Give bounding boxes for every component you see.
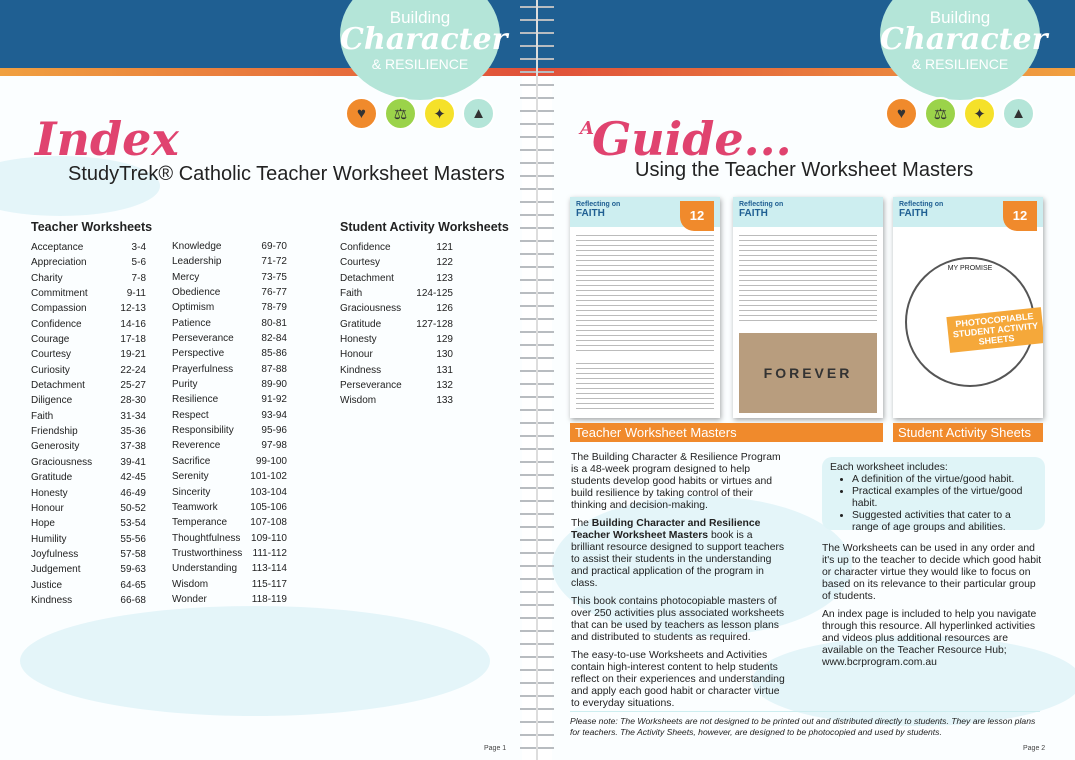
entry-name: Commitment [31,288,88,300]
index-entry[interactable] [172,362,287,377]
index-entry[interactable] [340,301,453,316]
guide-title: Guide... [592,112,792,166]
entry-pages: 78-79 [261,302,287,314]
page-number: Page 1 [484,745,507,752]
entry-pages: 25-27 [120,380,146,392]
entry-pages: 97-98 [261,440,287,452]
entry-name: Optimism [172,302,215,314]
index-entry[interactable] [172,300,287,315]
student-sheets-label: Student Activity Sheets [893,423,1043,442]
index-entry[interactable] [31,363,146,378]
index-entry[interactable] [31,409,146,424]
mountain-icon: ▲ [1002,97,1035,130]
index-entry[interactable] [31,578,146,593]
teacher-heading: Teacher Worksheets [31,220,153,234]
entry-name: Understanding [172,563,238,575]
entry-name: Leadership [172,256,222,268]
worksheet-thumbnail: Reflecting on FAITH FOREVER [733,197,883,418]
entry-name: Kindness [31,594,73,606]
index-entry[interactable] [340,347,453,362]
scales-icon: ⚖ [384,97,417,130]
index-entry[interactable] [172,346,287,361]
entry-name: Honesty [340,334,377,346]
index-entry[interactable] [31,486,146,501]
index-entry[interactable] [31,332,146,347]
index-entry[interactable] [31,593,146,608]
entry-name: Obedience [172,287,221,299]
index-entry[interactable] [31,286,146,301]
entry-name: Prayerfulness [172,363,234,375]
index-entry[interactable] [31,547,146,562]
index-entry[interactable] [172,285,287,300]
index-entry[interactable] [31,532,146,547]
entry-name: Judgement [31,564,81,576]
entry-pages: 59-63 [120,564,146,576]
entry-pages: 46-49 [120,487,146,499]
index-entry[interactable] [172,239,287,254]
entry-pages: 91-92 [261,394,287,406]
entry-pages: 118-119 [251,593,287,605]
entry-name: Confidence [340,242,391,253]
entry-pages: 131 [436,364,453,376]
index-entry[interactable] [340,332,453,347]
index-entry[interactable] [31,562,146,577]
entry-name: Resilience [172,394,219,406]
entry-pages: 31-34 [120,410,146,422]
entry-pages: 53-54 [120,518,146,530]
teacher-list-col1 [31,220,153,608]
entry-pages: 103-104 [250,486,287,498]
entry-name: Hope [31,518,55,530]
index-entry[interactable] [31,501,146,516]
entry-pages: 19-21 [120,349,146,361]
index-entry[interactable] [31,271,146,286]
index-entry[interactable] [172,423,287,438]
index-entry[interactable] [172,561,287,576]
logo: Building Character & RESILIENCE [880,0,1040,100]
entry-pages: 111-112 [252,547,287,559]
index-entry[interactable] [31,255,146,270]
virtue-icons [885,97,1035,130]
entry-pages: 17-18 [120,334,146,346]
entry-name: Faith [340,288,363,300]
worksheet-thumbnail: Reflecting on FAITH 12 [570,197,720,418]
intro-text: The Building Character & Resilience Program is a 48-week program designed to help students develop good habits or virtues and build resilience by taking control of their thinking and decision-making. The Building Character and Resilience Teacher Worksheet Masters book is a brilliant resource designed to support teachers to assist their students in the understanding and practical application of the program in class. This book contains photocopiable masters of over 250 activities plus associated worksheets that can be used by teachers as lesson plans and distributed to students as required. The easy-to-use Worksheets and Activities contain high-interest content to help students reflect on their experiences and understanding and apply each good habit or character virtue to everyday situations. [571,452,785,709]
virtue-icons [345,97,495,130]
entry-name: Purity [172,379,198,391]
entry-pages: 39-41 [120,456,146,468]
index-entry[interactable] [172,531,287,546]
entry-name: Perspective [172,348,225,360]
entry-name: Compassion [31,303,87,315]
entry-name: Trustworthiness [172,547,243,559]
entry-name: Courtesy [340,257,381,269]
entry-name: Sincerity [172,486,211,498]
index-entry[interactable] [172,577,287,592]
index-entry[interactable] [31,347,146,362]
index-entry[interactable] [340,393,453,408]
entry-pages: 50-52 [120,502,146,514]
entry-name: Responsibility [172,425,234,437]
entry-pages: 57-58 [120,548,146,560]
page-number: Page 2 [1023,745,1046,752]
entry-name: Graciousness [31,456,93,468]
entry-name: Detachment [340,272,394,284]
index-entry[interactable] [172,408,287,423]
entry-pages: 3-4 [131,242,146,253]
entry-pages: 133 [436,395,453,407]
entry-name: Teamwork [172,501,218,513]
entry-name: Perseverance [340,380,402,392]
index-entry[interactable] [31,393,146,408]
index-entry[interactable] [172,500,287,515]
entry-name: Mercy [172,271,200,283]
entry-name: Justice [31,579,63,591]
index-entry[interactable] [172,438,287,453]
forever-image: FOREVER [739,333,877,413]
entry-name: Wisdom [172,578,209,590]
index-entry[interactable] [31,439,146,454]
index-entry[interactable] [172,515,287,530]
index-entry[interactable] [31,378,146,393]
entry-pages: 115-117 [251,578,287,590]
entry-pages: 95-96 [261,425,287,437]
index-entry[interactable] [172,592,287,607]
index-entry[interactable] [172,254,287,269]
entry-pages: 5-6 [131,257,146,269]
entry-pages: 9-11 [126,288,146,300]
spiral-binding [520,0,554,760]
entry-name: Joyfulness [31,548,79,560]
index-entry[interactable] [340,286,453,301]
index-entry[interactable] [172,469,287,484]
index-entry[interactable] [31,301,146,316]
index-entry[interactable] [340,271,453,286]
index-entry[interactable] [340,378,453,393]
index-entry[interactable] [31,424,146,439]
entry-name: Perseverance [172,333,234,345]
index-entry[interactable] [340,255,453,270]
index-entry[interactable] [31,455,146,470]
entry-pages: 80-81 [261,317,287,329]
entry-pages: 99-100 [255,455,287,467]
entry-pages: 93-94 [261,409,287,421]
entry-pages: 132 [436,380,453,392]
entry-name: Courage [31,334,70,346]
entry-name: Wisdom [340,395,377,407]
entry-pages: 71-72 [261,256,287,268]
entry-pages: 35-36 [120,426,146,438]
entry-name: Temperance [172,517,228,529]
entry-name: Honesty [31,487,68,499]
entry-pages: 28-30 [120,395,146,407]
includes-box: Each worksheet includes: • A definition of the virtue/good habit. • Practical examples of the virtue/good habit. • Suggested activities that cater to a range of age groups and abilities. [822,457,1045,530]
entry-pages: 127-128 [416,318,453,330]
entry-name: Wonder [172,593,207,605]
entry-pages: 14-16 [120,318,146,330]
heart-hand-icon: ♥ [885,97,918,130]
entry-name: Charity [31,272,63,284]
entry-name: Honour [340,349,373,361]
entry-name: Gratitude [340,318,382,330]
entry-pages: 124-125 [416,288,453,300]
entry-name: Kindness [340,364,382,376]
entry-pages: 87-88 [261,363,287,375]
activity-sheet-thumbnail: Reflecting on FAITH 12 MY PROMISE PHOTOCOPIABLE STUDENT ACTIVITY SHEETS [893,197,1043,418]
scales-icon: ⚖ [924,97,957,130]
mountain-icon: ▲ [462,97,495,130]
figure-icon: ✦ [963,97,996,130]
index-entry[interactable] [172,377,287,392]
entry-name: Curiosity [31,364,70,376]
entry-pages: 76-77 [261,287,287,299]
student-heading: Student Activity Worksheets [340,220,509,234]
usage-text: The Worksheets can be used in any order and it's up to the teacher to decide which good habit or character virtue they would like to focus on based on its relevance to their particular group of students. An index page is included to help you navigate through this resource. All hyperlinked activities and videos plus additional resources are available on the Teacher Resource Hub; www.bcrprogram.com.au [822,543,1042,668]
teacher-list-col2 [172,239,287,607]
entry-pages: 105-106 [250,501,287,513]
entry-pages: 121 [436,242,453,253]
entry-pages: 42-45 [120,472,146,484]
entry-name: Sacrifice [172,455,211,467]
index-entry[interactable] [31,240,146,255]
entry-name: Generosity [31,441,80,453]
index-entry[interactable] [31,470,146,485]
entry-name: Patience [172,317,211,329]
entry-name: Reverence [172,440,221,452]
entry-pages: 64-65 [120,579,146,591]
index-entry[interactable] [31,516,146,531]
index-entry[interactable] [172,270,287,285]
entry-pages: 73-75 [261,271,287,283]
guide-a: A [580,118,594,139]
entry-pages: 113-114 [251,563,287,575]
entry-pages: 7-8 [131,272,146,284]
entry-pages: 122 [436,257,453,269]
logo: Building Character & RESILIENCE [340,0,500,100]
index-entry[interactable] [172,454,287,469]
index-title: Index [35,112,179,166]
entry-pages: 55-56 [120,533,146,545]
teacher-masters-label: Teacher Worksheet Masters [570,423,883,442]
entry-name: Friendship [31,426,78,438]
entry-name: Respect [172,409,209,421]
index-entry[interactable] [172,331,287,346]
entry-name: Graciousness [340,303,402,315]
entry-pages: 69-70 [261,241,287,252]
entry-pages: 126 [436,303,453,315]
entry-name: Confidence [31,318,82,330]
entry-pages: 37-38 [120,441,146,453]
entry-pages: 130 [436,349,453,361]
index-entry[interactable] [340,317,453,332]
entry-name: Honour [31,502,64,514]
guide-subtitle: Using the Teacher Worksheet Masters [635,159,974,181]
entry-pages: 12-13 [120,303,146,315]
entry-name: Thoughtfulness [172,532,241,544]
entry-name: Appreciation [31,257,87,269]
entry-pages: 123 [436,272,453,284]
entry-pages: 107-108 [250,517,287,529]
entry-name: Courtesy [31,349,72,361]
index-entry[interactable] [340,363,453,378]
index-entry[interactable] [172,546,287,561]
index-entry[interactable] [31,317,146,332]
entry-pages: 89-90 [261,379,287,391]
entry-pages: 85-86 [261,348,287,360]
entry-pages: 129 [436,334,453,346]
index-subtitle: StudyTrek® Catholic Teacher Worksheet Masters [68,163,505,185]
index-entry[interactable] [172,392,287,407]
note-text: Please note: The Worksheets are not designed to be printed out and distributed directly to students. They are lesson plans for teachers. The Activity Sheets, however, are designed to be photocopied and used by students. [570,711,1040,738]
photocopiable-badge: PHOTOCOPIABLE STUDENT ACTIVITY SHEETS [946,307,1043,353]
entry-name: Serenity [172,471,209,483]
figure-icon: ✦ [423,97,456,130]
entry-name: Knowledge [172,241,222,252]
entry-name: Humility [31,533,67,545]
index-entry[interactable] [340,240,453,255]
index-entry[interactable] [172,316,287,331]
heart-hand-icon: ♥ [345,97,378,130]
entry-name: Diligence [31,395,73,407]
entry-name: Gratitude [31,472,73,484]
entry-name: Detachment [31,380,85,392]
entry-name: Acceptance [31,242,84,253]
entry-pages: 66-68 [120,594,146,606]
index-entry[interactable] [172,485,287,500]
entry-pages: 82-84 [261,333,287,345]
student-list [340,220,509,409]
entry-name: Faith [31,410,54,422]
entry-pages: 22-24 [120,364,146,376]
entry-pages: 109-110 [251,532,287,544]
entry-pages: 101-102 [250,471,287,483]
